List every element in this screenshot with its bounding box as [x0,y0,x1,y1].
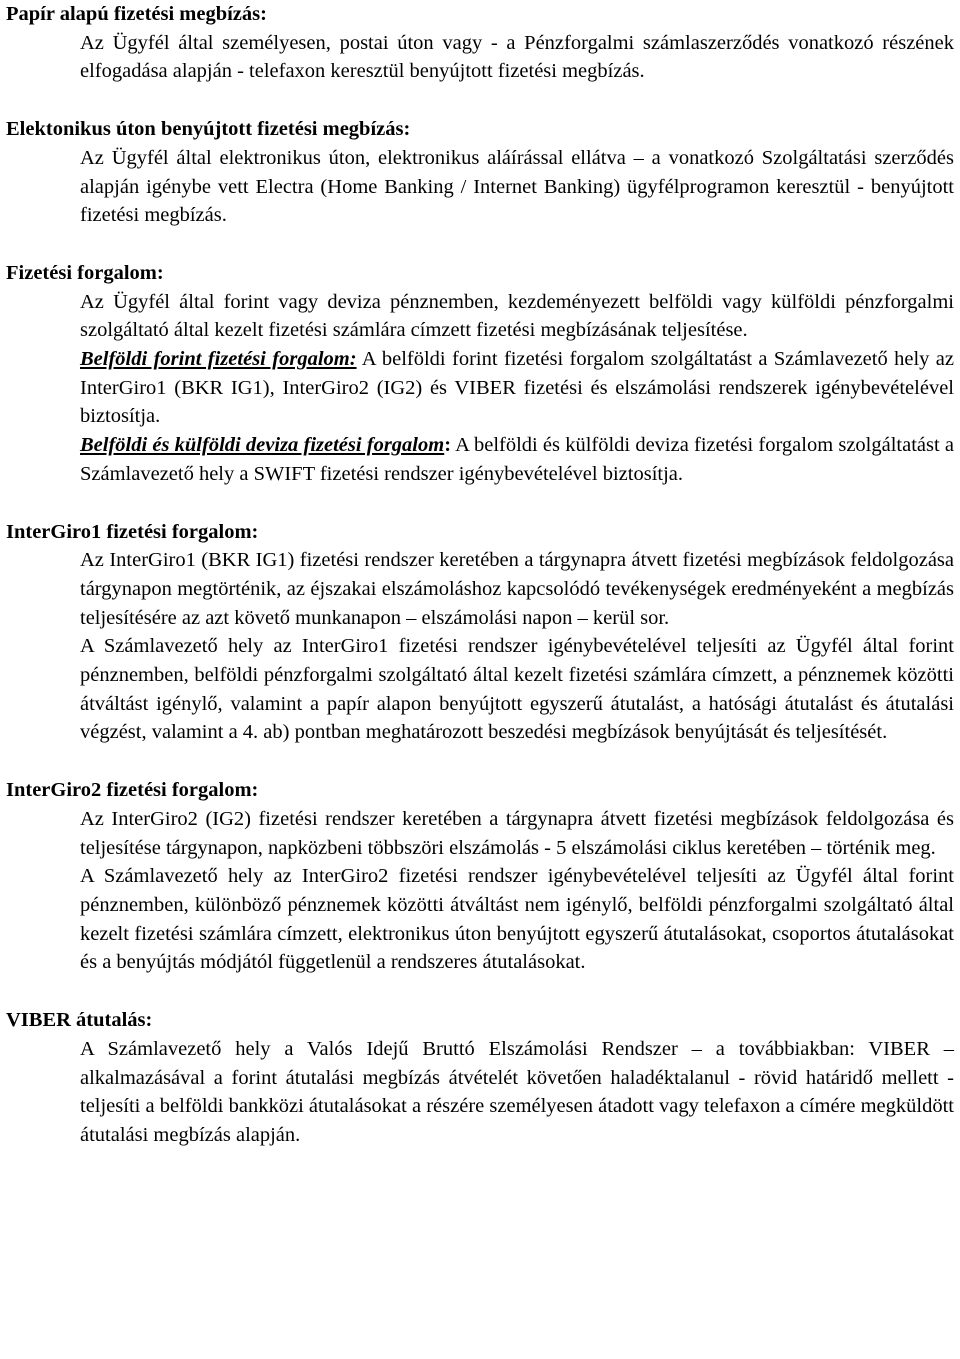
subsection-text: A belföldi és külföldi deviza fizetési forgalom szolgáltatást a Számlavezető hely a SWIFT fizetési rendszer igénybevételével biztosítja. [80,434,954,485]
subsection-domestic-forint [6,345,954,431]
subsection-colon: : [444,434,452,457]
section-paper-payment-order [6,0,954,86]
section-paragraph: Az InterGiro1 (BKR IG1) fizetési rendszer keretében a tárgynapra átvett fizetési megbízások feldolgozása tárgynapon megtörténik, az éjszakai elszámoláshoz kapcsolódó tevékenységek eredményeként a megbízás teljesítésére az azt követő munkanapon – elszámolási napon – kerül sor. [80,549,954,629]
subsection-title: Belföldi forint fizetési forgalom: [80,348,357,371]
section-paragraph: Az Ügyfél által forint vagy deviza pénznemben, kezdeményezett belföldi vagy külföldi pénzforgalmi szolgáltató által kezelt fizetési számlára címzett fizetési megbízásának teljesítése. [80,290,954,342]
section-intergiro1 [6,518,954,748]
section-intergiro2 [6,776,954,977]
section-payment-traffic [6,259,954,489]
section-paragraph: A Számlavezető hely az InterGiro2 fizetési rendszer igénybevételével teljesíti az Ügyfél által forint pénznemben, különböző pénznemek közötti átváltást nem igénylő, belföldi pénzforgalmi szolgáltató által kezelt fizetési számlára címzett, elektronikus úton benyújtott egyszerű átutalásokat, csoportos átutalásokat és a benyújtás módjától függetlenül a rendszeres átutalásokat. [80,865,954,974]
section-viber [6,1006,954,1150]
section-electronic-payment-order [6,115,954,230]
subsection-title: Belföldi és külföldi deviza fizetési forgalom [80,434,445,457]
section-heading: Papír alapú fizetési megbízás: [6,3,267,25]
subsection-domestic-foreign-currency [6,431,954,488]
section-paragraph: Az InterGiro2 (IG2) fizetési rendszer keretében a tárgynapra átvett fizetési megbízások feldolgozása és teljesítése tárgynapon, napközbeni többszöri elszámolás - 5 elszámolási ciklus keretében – történik meg. [80,807,954,859]
section-heading: Elektonikus úton benyújtott fizetési megbízás: [6,118,411,141]
section-heading: InterGiro1 fizetési forgalom: [6,520,259,543]
section-heading: InterGiro2 fizetési forgalom: [6,779,259,802]
section-heading: VIBER átutalás: [6,1009,153,1032]
section-paragraph: A Számlavezető hely a Valós Idejű Bruttó Elszámolási Rendszer – a továbbiakban: VIBER – alkalmazásával a forint átutalási megbízás átvételét követően haladéktalanul - rövid határidő mellett - teljesíti a belföldi bankközi átutalásokat a részére személyesen átadott vagy telefaxon a címére megküldött átutalási megbízás alapján. [80,1037,954,1146]
section-paragraph: Az Ügyfél által személyesen, postai úton vagy - a Pénzforgalmi számlaszerződés vonatkozó részének elfogadása alapján - telefaxon keresztül benyújtott fizetési megbízás. [80,31,954,83]
section-paragraph: A Számlavezető hely az InterGiro1 fizetési rendszer igénybevételével teljesíti az Ügyfél által forint pénznemben, belföldi pénzforgalmi szolgáltató által kezelt fizetési számlára címzett, a pénznemek közötti átváltást igénylő, valamint a papír alapon benyújtott egyszerű átutalást, a hatósági átutalást és átutalási végzést, valamint a 4. ab) pontban meghatározott beszedési megbízások benyújtását és teljesítését. [80,635,954,744]
section-heading: Fizetési forgalom: [6,261,164,284]
subsection-text: A belföldi forint fizetési forgalom szolgáltatást a Számlavezető hely az InterGiro1 (BKR IG1), InterGiro2 (IG2) és VIBER fizetési és elszámolási rendszerek igénybevételével biztosítja. [80,348,955,428]
section-paragraph: Az Ügyfél által elektronikus úton, elektronikus aláírással ellátva – a vonatkozó Szolgáltatási szerződés alapján igénybe vett Electra (Home Banking / Internet Banking) ügyfélprogramon keresztül - benyújtott fizetési megbízás. [80,146,954,227]
